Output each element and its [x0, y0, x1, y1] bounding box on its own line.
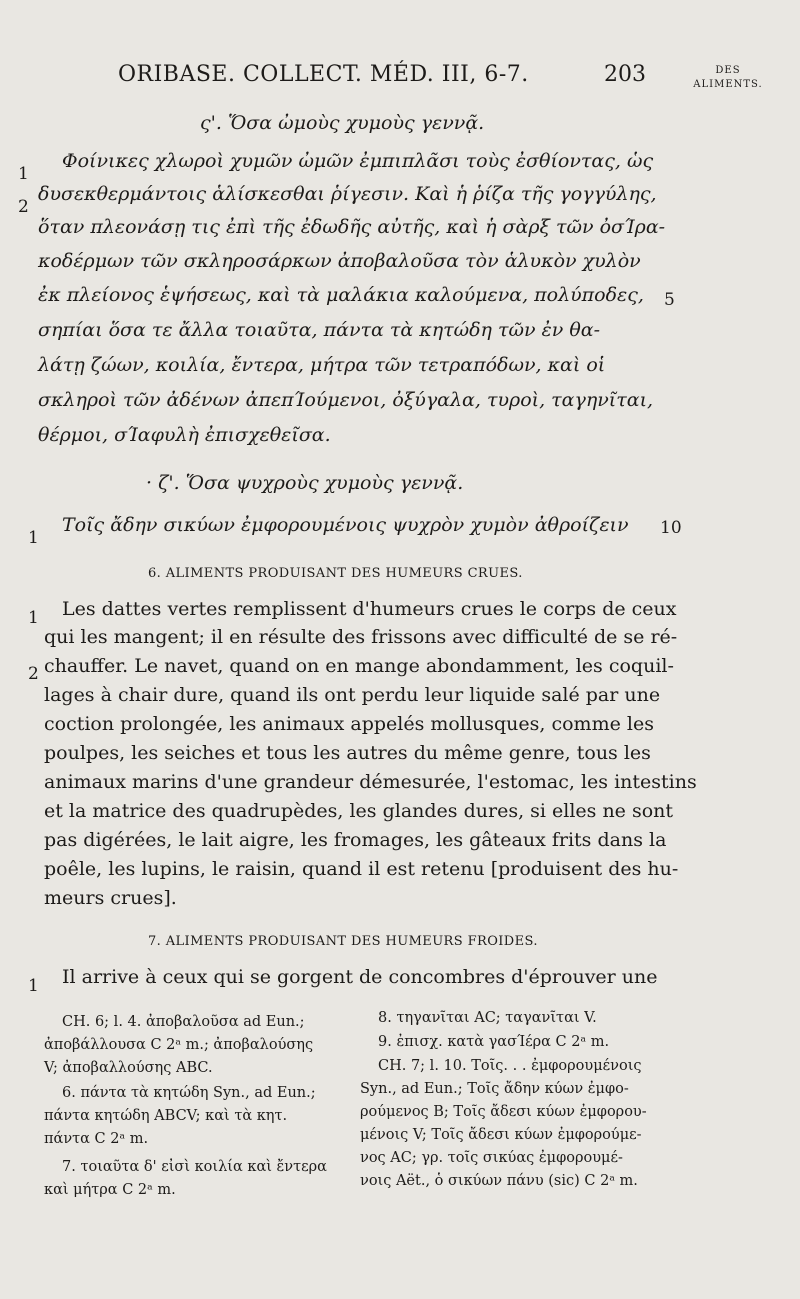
line-number: 1 — [28, 608, 39, 628]
apparatus-note: CH. 7; l. 10. Τοῖς. . . ἐμφορουμένοις — [378, 1058, 642, 1074]
french-text-line: poulpes, les seiches et tous les autres du même genre, tous les — [44, 742, 651, 764]
french-text-line: Il arrive à ceux qui se gorgent de concombres d'éprouver une — [62, 966, 658, 988]
apparatus-note: 9. ἐπισχ. κατὰ γασΊέρα C 2ᵃ m. — [378, 1034, 610, 1050]
greek-text-line: σκληροὶ τῶν ἀδένων ἀπεπΊούμενοι, ὀξύγαλα, τυροὶ, ταγηνῖται, — [38, 389, 654, 411]
margin-title — [692, 64, 764, 92]
apparatus-note: ρούμενος B; Τοῖς ἄδεσι κύων ἐμφορου- — [360, 1104, 647, 1120]
french-text-line: coction prolongée, les animaux appelés mollusques, comme les — [44, 713, 654, 735]
greek-chapter-6-heading: ς'. Ὅσα ὠμοὺς χυμοὺς γεννᾷ. — [200, 112, 485, 134]
french-text-line: pas digérées, le lait aigre, les fromages, les gâteaux frits dans la — [44, 829, 667, 851]
greek-chapter-7-heading: · ζ'. Ὅσα ψυχροὺς χυμοὺς γεννᾷ. — [146, 472, 464, 494]
greek-text-line: θέρμοι, σΊαφυλὴ ἐπισχεθεῖσα. — [38, 424, 331, 446]
greek-text-line: Φοίνικες χλωροὶ χυμῶν ὠμῶν ἐμπιπλᾶσι τοὺς ἐσθίοντας, ὡς — [62, 150, 654, 172]
french-chapter-6-heading: 6. ALIMENTS PRODUISANT DES HUMEURS CRUES. — [148, 566, 523, 581]
french-chapter-7-heading: 7. ALIMENTS PRODUISANT DES HUMEURS FROIDES. — [148, 934, 538, 949]
french-text-line: Les dattes vertes remplissent d'humeurs crues le corps de ceux — [62, 598, 677, 620]
apparatus-note: πάντα C 2ᵃ m. — [44, 1131, 149, 1147]
line-number: 1 — [28, 528, 39, 548]
apparatus-note: 7. τοιαῦτα δ' εἰσὶ κοιλία καὶ ἔντερα — [62, 1159, 327, 1175]
greek-text-line: σηπίαι ὅσα τε ἄλλα τοιαῦτα, πάντα τὰ κητώδη τῶν ἐν θα- — [38, 319, 601, 341]
apparatus-note: 6. πάντα τὰ κητώδη Syn., ad Eun.; — [62, 1085, 316, 1101]
greek-text-line: ὅταν πλεονάσῃ τις ἐπὶ τῆς ἐδωδῆς αὐτῆς, καὶ ἡ σὰρξ τῶν ὀσΊρα- — [38, 216, 666, 238]
apparatus-note: CH. 6; l. 4. ἀποβαλοῦσα ad Eun.; — [62, 1014, 305, 1030]
apparatus-note: V; ἀποβαλλούσης ABC. — [44, 1060, 213, 1076]
greek-text-line: λάτῃ ζώων, κοιλία, ἔντερα, μήτρα τῶν τετραπόδων, καὶ οἱ — [38, 354, 606, 376]
apparatus-note: Syn., ad Eun.; Τοῖς ἄδην κύων ἐμφο- — [360, 1081, 629, 1097]
greek-text-line: Τοῖς ἄδην σικύων ἐμφορουμένοις ψυχρὸν χυμὸν ἀθροίζειν — [62, 514, 629, 536]
french-text-line: chauffer. Le navet, quand on en mange abondamment, les coquil- — [44, 655, 674, 677]
apparatus-note: ἀποβάλλουσα C 2ᵃ m.; ἀποβαλούσης — [44, 1037, 314, 1053]
french-text-line: animaux marins d'une grandeur démesurée, l'estomac, les intestins — [44, 771, 697, 793]
french-text-line: et la matrice des quadrupèdes, les glandes dures, si elles ne sont — [44, 800, 674, 822]
running-head: ORIBASE. COLLECT. MÉD. III, 6-7. — [118, 62, 529, 87]
apparatus-note: νοις Aët., ὁ σικύων πάνυ (sic) C 2ᵃ m. — [360, 1173, 638, 1189]
line-number: 1 — [28, 976, 39, 996]
greek-text-line: ἐκ πλείονος ἑψήσεως, καὶ τὰ μαλάκια καλούμενα, πολύποδες, — [38, 284, 644, 306]
apparatus-note: καὶ μήτρα C 2ᵃ m. — [44, 1182, 176, 1198]
line-number: 10 — [660, 518, 682, 538]
french-text-line: poêle, les lupins, le raisin, quand il est retenu [produisent des hu- — [44, 858, 679, 880]
apparatus-note: 8. τηγανῖται AC; ταγανῖται V. — [378, 1010, 597, 1026]
greek-text-line: κοδέρμων τῶν σκληροσάρκων ἀποβαλοῦσα τὸν ἁλυκὸν χυλὸν — [38, 250, 641, 272]
line-number: 5 — [664, 290, 675, 310]
french-text-line: qui les mangent; il en résulte des frissons avec difficulté de se ré- — [44, 626, 678, 648]
line-number: 2 — [28, 664, 39, 684]
margin-title-line: DES — [715, 65, 741, 76]
apparatus-note: νος AC; γρ. τοῖς σικύας ἐμφορουμέ- — [360, 1150, 623, 1166]
french-text-line: lages à chair dure, quand ils ont perdu leur liquide salé par une — [44, 684, 661, 706]
greek-text-line: δυσεκθερμάντοις ἁλίσκεσθαι ῥίγεσιν. Καὶ ἡ ῥίζα τῆς γογγύλης, — [38, 183, 657, 205]
apparatus-note: μένοις V; Τοῖς ἄδεσι κύων ἐμφορούμε- — [360, 1127, 642, 1143]
margin-title-line: ALIMENTS. — [693, 79, 763, 90]
french-text-line: meurs crues]. — [44, 887, 177, 909]
apparatus-note: πάντα κητώδη ABCV; καὶ τὰ κητ. — [44, 1108, 288, 1124]
line-number: 2 — [18, 197, 29, 217]
line-number: 1 — [18, 164, 29, 184]
page-number: 203 — [604, 62, 646, 87]
